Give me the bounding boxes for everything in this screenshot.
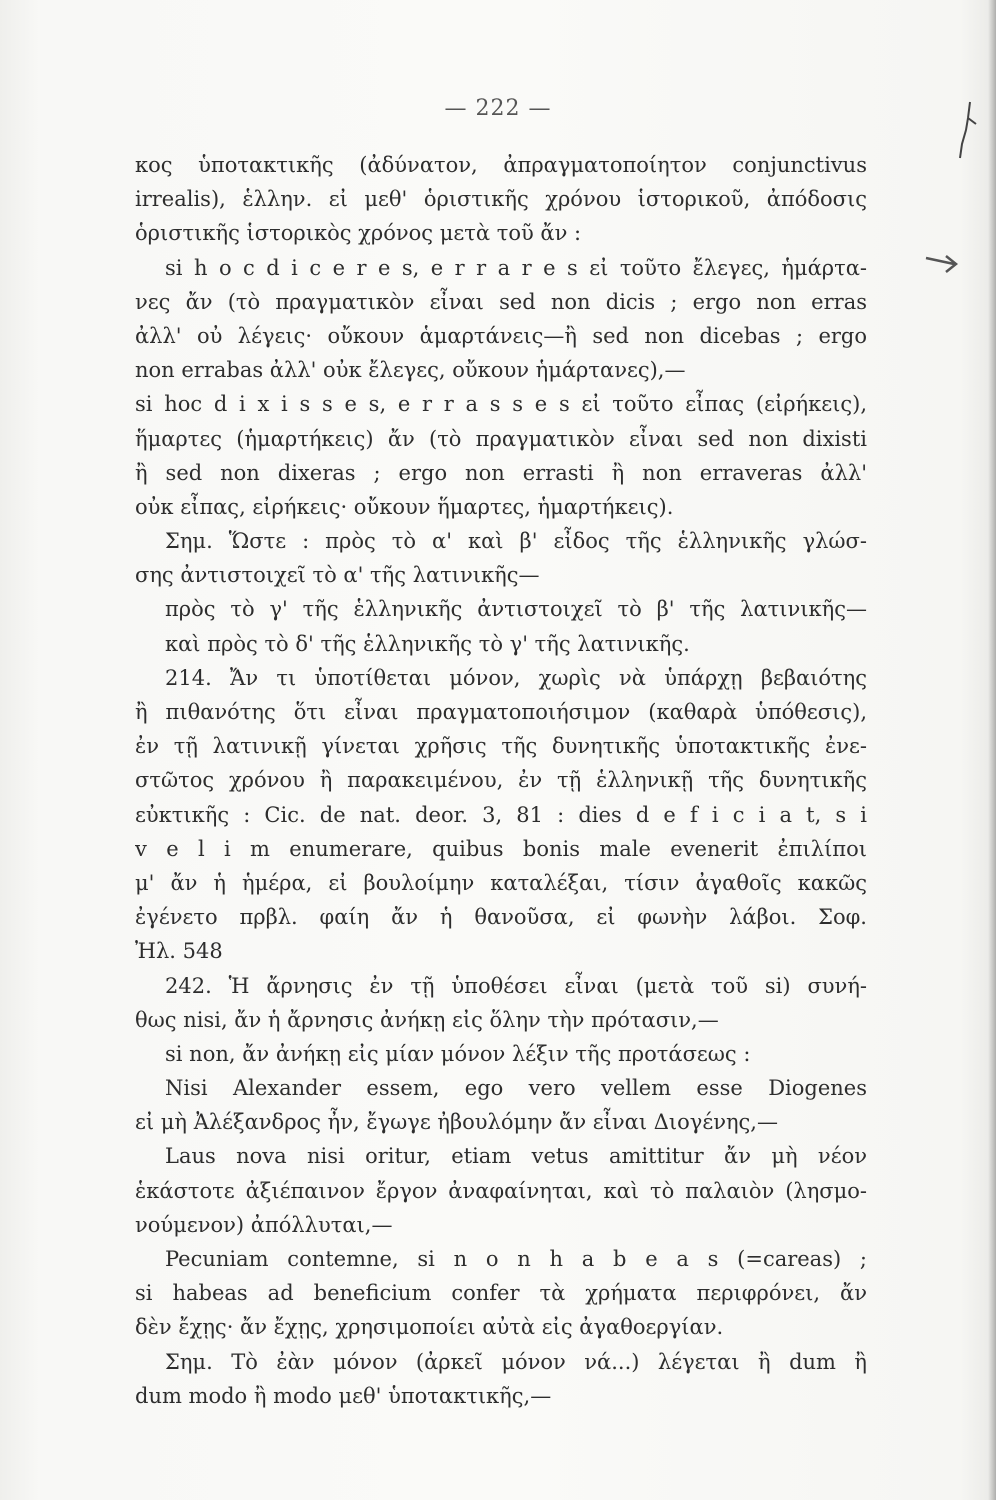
text-line: εἰ μὴ Ἀλέξανδρος ἦν, ἔγωγε ἠβουλόμην ἄν εἶναι Διογένης,— — [135, 1110, 778, 1135]
text-line: ἀλλ' οὐ λέγεις· οὔκουν ἁμαρτάνεις—ἢ sed non dicebas ; ergo — [135, 323, 867, 348]
text-line: Pecuniam contemne, si n o n h a b e a s (=careas) ; — [165, 1247, 867, 1271]
text-line: v e l i m enumerare, quibus bonis male evenerit ἐπιλίποι — [135, 836, 867, 861]
text-line: si habeas ad beneficium confer τὰ χρήματα περιφρόνει, ἄν — [135, 1281, 867, 1306]
text-line: νούμενον) ἀπόλλυται,— — [135, 1212, 393, 1237]
text-line: ἢ πιθανότης ὅτι εἶναι πραγματοποιήσιμον (καθαρὰ ὑπόθεσις), — [135, 700, 867, 724]
body-text — [135, 148, 867, 1413]
text-line: νες ἄν (τὸ πραγματικὸν εἶναι sed non dicis ; ergo non erras — [135, 289, 867, 314]
text-line: irrealis), ἑλλην. εἰ μεθ' ὁριστικῆς χρόνου ἱστορικοῦ, ἀπόδοσις — [135, 187, 867, 212]
text-line: ἐν τῇ λατινικῇ γίνεται χρῆσις τῆς δυνητικῆς ὑποτακτικῆς ἐνε- — [135, 734, 867, 759]
text-line: ἑκάστοτε ἀξιέπαινον ἔργον ἀναφαίνηται, καὶ τὸ παλαιὸν (λησμο- — [135, 1178, 867, 1203]
text-line: si h o c d i c e r e s, e r r a r e s εἰ τοῦτο ἔλεγες, ἡμάρτα- — [165, 255, 867, 280]
text-line: si non, ἄν ἀνήκῃ εἰς μίαν μόνον λέξιν τῆς προτάσεως : — [165, 1041, 751, 1066]
text-line: μ' ἄν ἡ ἡμέρα, εἰ βουλοίμην καταλέξαι, τίσιν ἀγαθοῖς κακῶς — [135, 870, 867, 895]
page-edge-shadow — [988, 0, 996, 1500]
text-line: εὐκτικῆς : Cic. de nat. deor. 3, 81 : dies d e f i c i a t, s i — [135, 802, 867, 827]
text-line: dum modo ἢ modo μεθ' ὑποτακτικῆς,— — [135, 1383, 552, 1408]
text-line: σης ἀντιστοιχεῖ τὸ α' τῆς λατινικῆς— — [135, 563, 540, 588]
text-line: στῶτος χρόνου ἢ παρακειμένου, ἐν τῇ ἑλληνικῇ τῆς δυνητικῆς — [135, 768, 867, 793]
text-line: κος ὑποτακτικῆς (ἀδύνατον, ἀπραγματοποίητον conjunctivus — [135, 153, 867, 177]
text-line: ἢ sed non dixeras ; ergo non errasti ἢ non erraveras ἀλλ' — [135, 460, 867, 485]
text-line: 242. Ἡ ἄρνησις ἐν τῇ ὑποθέσει εἶναι (μετὰ τοῦ si) συνή- — [165, 973, 867, 998]
text-line: Nisi Alexander essem, ego vero vellem esse Diogenes — [165, 1076, 867, 1101]
text-line: Laus nova nisi oritur, etiam vetus amittitur ἄν μὴ νέον — [165, 1144, 867, 1169]
text-line: Σημ. Τὸ ἐὰν μόνον (ἀρκεῖ μόνον νά...) λέγεται ἢ dum ἢ — [165, 1349, 867, 1374]
text-line: δὲν ἔχῃς· ἄν ἔχῃς, χρησιμοποίει αὐτὰ εἰς ἀγαθοεργίαν. — [135, 1315, 724, 1340]
text-line: Ἠλ. 548 — [135, 939, 223, 964]
text-line: θως nisi, ἄν ἡ ἄρνησις ἀνήκῃ εἰς ὅλην τὴν πρότασιν,— — [135, 1007, 719, 1032]
page-number: — 222 — — [444, 96, 552, 121]
text-line: καὶ πρὸς τὸ δ' τῆς ἑλληνικῆς τὸ γ' τῆς λατινικῆς. — [165, 631, 690, 656]
arrow-mark-icon — [924, 250, 964, 276]
text-line: ἐγένετο πρβλ. φαίη ἄν ἡ θανοῦσα, εἰ φωνὴν λάβοι. Σοφ. — [135, 905, 867, 930]
text-line: πρὸς τὸ γ' τῆς ἑλληνικῆς ἀντιστοιχεῖ τὸ β' τῆς λατινικῆς— — [165, 597, 867, 622]
text-line: ἥμαρτες (ἡμαρτήκεις) ἄν (τὸ πραγματικὸν εἶναι sed non dixisti — [135, 426, 867, 451]
text-line: ὁριστικῆς ἱστορικὸς χρόνος μετὰ τοῦ ἄν : — [135, 221, 582, 246]
text-line: si hoc d i x i s s e s, e r r a s s e s εἰ τοῦτο εἶπας (εἰρήκεις), — [135, 392, 867, 417]
text-line: Σημ. Ὥστε : πρὸς τὸ α' καὶ β' εἶδος τῆς ἑλληνικῆς γλώσ- — [165, 529, 867, 554]
text-line: οὐκ εἶπας, εἰρήκεις· οὔκουν ἥμαρτες, ἡμαρτήκεις). — [135, 494, 674, 519]
text-line: non errabas ἀλλ' οὐκ ἔλεγες, οὔκουν ἡμάρτανες),— — [135, 358, 686, 383]
text-line: 214. Ἄν τι ὑποτίθεται μόνον, χωρὶς νὰ ὑπάρχῃ βεβαιότης — [165, 665, 867, 690]
